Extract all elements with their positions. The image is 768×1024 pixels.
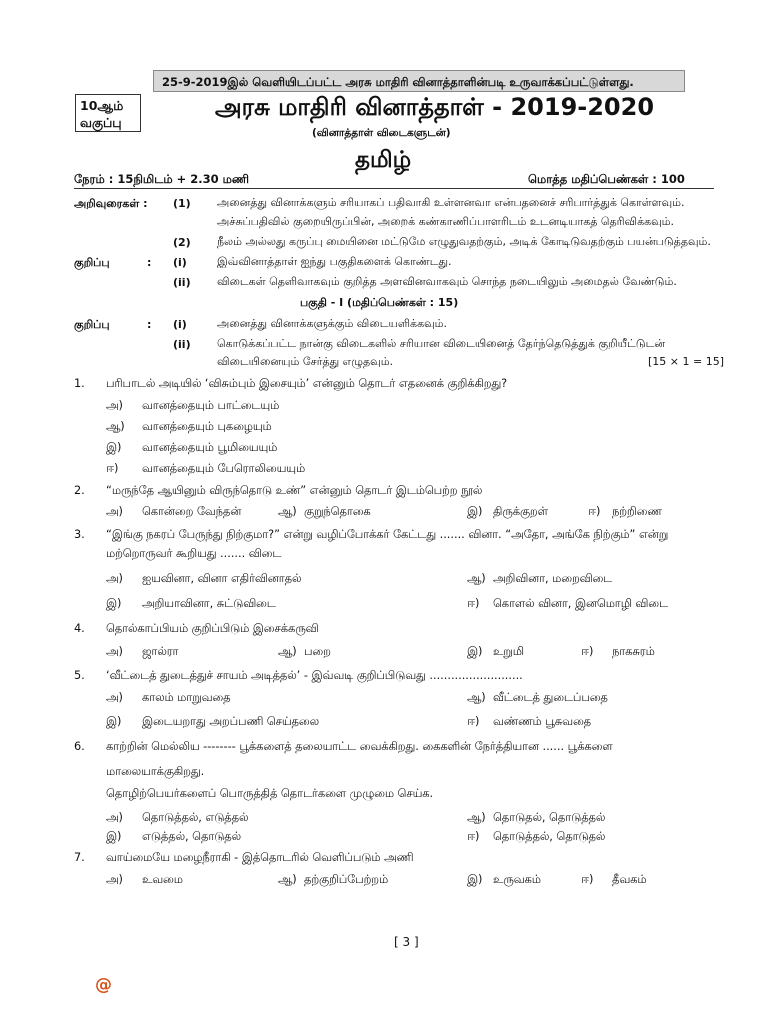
option-text: பறை: [304, 645, 331, 658]
section-heading: பகுதி - I (மதிப்பெண்கள் : 15): [300, 296, 459, 309]
exam-time: நேரம் : 15நிமிடம் + 2.30 மணி: [74, 172, 249, 186]
option-text: ஜால்ரா: [142, 645, 179, 658]
question-text: “மருந்தே ஆயினும் விருந்தொடு உண்” என்னும் தொடர் இடம்பெற்ற நூல்: [106, 484, 483, 497]
option-label: அ): [106, 873, 123, 886]
option-label: இ): [106, 597, 122, 610]
option-label: ஈ): [467, 597, 480, 610]
question-text: தொழிற்பெயர்களைப் பொருத்தித் தொடர்களை முழுமை செய்க.: [106, 787, 434, 800]
instruction-text: நீலம் அல்லது கருப்பு மையினை மட்டுமே எழுதுவதற்கும், அடிக் கோடிடுவதற்கும் பயன்படுத்தவும்.: [217, 235, 711, 248]
option-label: இ): [106, 441, 122, 454]
option-text: உறுமி: [493, 645, 524, 658]
option-text: தொடுதல், தொடுத்தல்: [493, 811, 606, 824]
option-text: தொடுத்தல், எடுத்தல்: [142, 811, 249, 824]
note-text: கொடுக்கப்பட்ட நான்கு விடைகளில் சரியான விடையினைத் தேர்ந்தெடுத்துக் குறியீட்டுடன்: [217, 337, 666, 350]
class-box: [75, 94, 141, 132]
option-label: அ): [106, 645, 123, 658]
option-label: அ): [106, 399, 123, 412]
option-label: அ): [106, 572, 123, 585]
option-text: கொளல் வினா, இனமொழி விடை: [493, 597, 668, 610]
question-text: பரிபாடல் அடியில் ‘விசும்பும் இசையும்’ என்னும் தொடர் எதனைக் குறிக்கிறது?: [106, 377, 508, 390]
option-text: தொடுத்தல், தொடுதல்: [493, 830, 606, 843]
option-text: திருக்குறள்: [493, 505, 548, 518]
option-text: வானத்தையும் பேரொலியையும்: [142, 462, 306, 475]
instruction-number: (2): [173, 236, 191, 249]
marks-scheme: [15 × 1 = 15]: [648, 355, 724, 368]
question-text: மற்றொருவர் கூறியது ....... விடை: [106, 547, 282, 560]
option-label: இ): [467, 645, 483, 658]
option-text: வானத்தையும் பூமியையும்: [142, 441, 278, 454]
header-divider: [74, 188, 714, 189]
class-number: 10ஆம்: [80, 98, 124, 113]
instruction-text: அனைத்து வினாக்களும் சரியாகப் பதிவாகி உள்ளனவா என்பதனைச் சரிபார்த்துக் கொள்ளவும்.: [217, 196, 685, 209]
option-label: அ): [106, 691, 123, 704]
source-banner: 25-9-2019இல் வெளியிடப்பட்ட அரசு மாதிரி வினாத்தாளின்படி உருவாக்கப்பட்டுள்ளது.: [153, 70, 685, 92]
option-text: நாகசுரம்: [612, 645, 655, 658]
question-number: 6.: [74, 740, 85, 753]
instructions-label: அறிவுரைகள் :: [74, 197, 148, 210]
option-text: வானத்தையும் புகழையும்: [142, 420, 272, 433]
subject-name: தமிழ்: [355, 147, 412, 173]
question-number: 1.: [74, 377, 85, 390]
question-number: 2.: [74, 484, 85, 497]
option-label: ஆ): [278, 645, 297, 658]
paper-subtitle: (வினாத்தாள் விடைகளுடன்): [312, 127, 451, 139]
note-colon: :: [147, 256, 152, 269]
total-marks: மொத்த மதிப்பெண்கள் : 100: [528, 172, 685, 186]
option-text: வீட்டைத் துடைப்பதை: [493, 691, 608, 704]
option-text: உருவகம்: [493, 873, 541, 886]
question-number: 4.: [74, 622, 85, 635]
option-label: ஈ): [467, 715, 480, 728]
option-text: தீவகம்: [612, 873, 647, 886]
instruction-number: (1): [173, 197, 191, 210]
option-label: ஆ): [467, 572, 486, 585]
option-label: ஆ): [278, 505, 297, 518]
note-number: (ii): [173, 338, 191, 351]
question-text: வாய்மையே மழைநீராகி - இத்தொடரில் வெளிப்படும் அணி: [106, 851, 414, 864]
question-number: 5.: [74, 669, 85, 682]
note-label: குறிப்பு: [74, 256, 110, 269]
option-text: காலம் மாறுவதை: [142, 691, 231, 704]
option-label: ஈ): [106, 462, 119, 475]
option-text: எடுத்தல், தொடுதல்: [142, 830, 242, 843]
option-label: இ): [467, 505, 483, 518]
option-text: வண்ணம் பூசுவதை: [493, 715, 592, 728]
option-label: ஆ): [278, 873, 297, 886]
option-text: ஐயவினா, வினா எதிர்வினாதல்: [142, 572, 302, 585]
note-number: (i): [173, 256, 187, 269]
option-label: அ): [106, 811, 123, 824]
instruction-text: அச்சுப்பதிவில் குறையிருப்பின், அறைக் கண்காணிப்பாளரிடம் உடனடியாகத் தெரிவிக்கவும்.: [217, 215, 675, 228]
paper-title: அரசு மாதிரி வினாத்தாள் - 2019-2020: [215, 93, 655, 121]
option-label: ஆ): [467, 691, 486, 704]
option-label: இ): [106, 715, 122, 728]
option-label: ஈ): [467, 830, 480, 843]
question-text: ‘வீட்டைத் துடைத்துச் சாயம் அடித்தல்’ - இவ்வடி குறிப்பிடுவது ..........................: [106, 669, 523, 682]
option-text: கொன்றை வேந்தன்: [142, 505, 242, 518]
note-text: இவ்வினாத்தாள் ஐந்து பகுதிகளைக் கொண்டது.: [217, 255, 452, 268]
option-label: அ): [106, 505, 123, 518]
option-text: நற்றிணை: [612, 505, 662, 518]
note-text: விடையினையும் சேர்த்து எழுதவும்.: [217, 355, 394, 368]
option-text: தற்குறிப்பேற்றம்: [304, 873, 389, 886]
question-number: 7.: [74, 851, 85, 864]
option-label: ஆ): [106, 420, 125, 433]
option-text: குறுந்தொகை: [304, 505, 371, 518]
note-number: (ii): [173, 276, 191, 289]
at-logo-icon: @: [95, 975, 112, 995]
option-label: ஆ): [467, 811, 486, 824]
option-text: அறியாவினா, சுட்டுவிடை: [142, 597, 276, 610]
page-number: [ 3 ]: [394, 935, 419, 949]
note-colon: :: [147, 318, 152, 331]
option-label: ஈ): [588, 505, 601, 518]
question-text: “இங்கு நகரப் பேருந்து நிற்குமா?” என்று வழிப்போக்கர் கேட்டது ....... வினா. “அதோ, அங்கே நிற்கும்” என்று: [106, 528, 669, 541]
note-number: (i): [173, 318, 187, 331]
option-text: இடையறாது அறப்பணி செய்தலை: [142, 715, 319, 728]
option-label: ஈ): [581, 873, 594, 886]
option-label: இ): [106, 830, 122, 843]
question-text: மாலையாக்குகிறது.: [106, 765, 205, 778]
note-label: குறிப்பு: [74, 318, 110, 331]
question-text: தொல்காப்பியம் குறிப்பிடும் இசைக்கருவி: [106, 622, 319, 635]
option-label: ஈ): [581, 645, 594, 658]
question-text: காற்றின் மெல்லிய -------- பூக்களைத் தலையாட்ட வைக்கிறது. கைகளின் நேர்த்தியான ...... பூக்களை: [106, 740, 613, 753]
option-text: உவமை: [142, 873, 183, 886]
note-text: அனைத்து வினாக்களுக்கும் விடையளிக்கவும்.: [217, 317, 448, 330]
note-text: விடைகள் தெளிவாகவும் குறித்த அளவினவாகவும் சொந்த நடையிலும் அமைதல் வேண்டும்.: [217, 275, 677, 288]
option-label: இ): [467, 873, 483, 886]
question-number: 3.: [74, 528, 85, 541]
option-text: வானத்தையும் பாட்டையும்: [142, 399, 280, 412]
option-text: அறிவினா, மறைவிடை: [493, 572, 613, 585]
class-label: வகுப்பு: [80, 115, 122, 130]
